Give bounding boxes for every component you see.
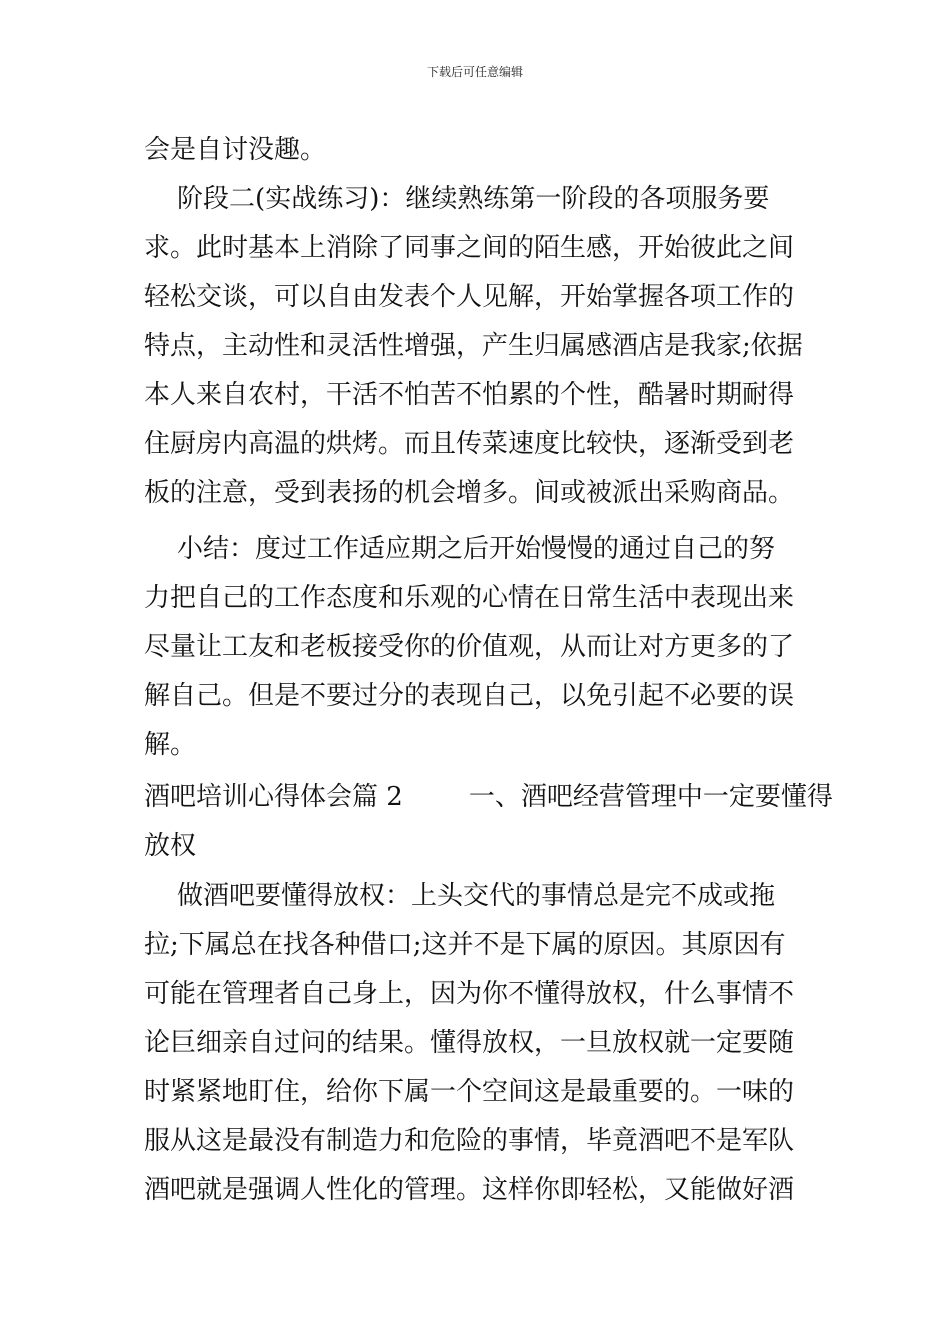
- text-line: 时紧紧地盯住，给你下属一个空间这是最重要的。一味的: [144, 1077, 795, 1107]
- page-header: 下载后可任意编辑: [426, 65, 523, 79]
- text-line: 力把自己的工作态度和乐观的心情在日常生活中表现出来: [144, 583, 795, 613]
- paragraph-start-line: 小结：度过工作适应期之后开始慢慢的通过自己的努: [144, 534, 776, 564]
- text-line: 板的注意，受到表扬的机会增多。间或被派出采购商品。: [144, 478, 795, 508]
- text-line: 服从这是最没有制造力和危险的事情，毕竟酒吧不是军队: [144, 1126, 795, 1156]
- text-line: 酒吧就是强调人性化的管理。这样你即轻松，又能做好酒: [144, 1175, 795, 1205]
- text-line: 论巨细亲自过问的结果。懂得放权，一旦放权就一定要随: [144, 1028, 795, 1058]
- text-line: 可能在管理者自己身上，因为你不懂得放权，什么事情不: [144, 979, 795, 1009]
- text-line: 特点，主动性和灵活性增强，产生归属感酒店是我家;依据: [144, 331, 803, 361]
- text-line: 解。: [144, 730, 197, 760]
- text-line: 住厨房内高温的烘烤。而且传菜速度比较快，逐渐受到老: [144, 429, 795, 459]
- section-heading: 酒吧培训心得体会篇 2 一、酒吧经营管理中一定要懂得: [144, 782, 833, 812]
- section-heading-continued: 放权: [144, 831, 197, 861]
- text-line: 拉;下属总在找各种借口;这并不是下属的原因。其原因有: [144, 930, 786, 960]
- text-line: 轻松交谈，可以自由发表个人见解，开始掌握各项工作的: [144, 282, 795, 312]
- text-line: 解自己。但是不要过分的表现自己，以免引起不必要的误: [144, 681, 795, 711]
- text-line: 会是自讨没趣。: [144, 135, 327, 165]
- paragraph-start-line: 阶段二(实战练习)：继续熟练第一阶段的各项服务要: [144, 184, 770, 214]
- paragraph-start-line: 做酒吧要懂得放权：上头交代的事情总是完不成或拖: [144, 881, 776, 911]
- text-line: 尽量让工友和老板接受你的价值观，从而让对方更多的了: [144, 632, 795, 662]
- text-line: 求。此时基本上消除了同事之间的陌生感，开始彼此之间: [144, 233, 795, 263]
- text-line: 本人来自农村，干活不怕苦不怕累的个性，酷暑时期耐得: [144, 380, 795, 410]
